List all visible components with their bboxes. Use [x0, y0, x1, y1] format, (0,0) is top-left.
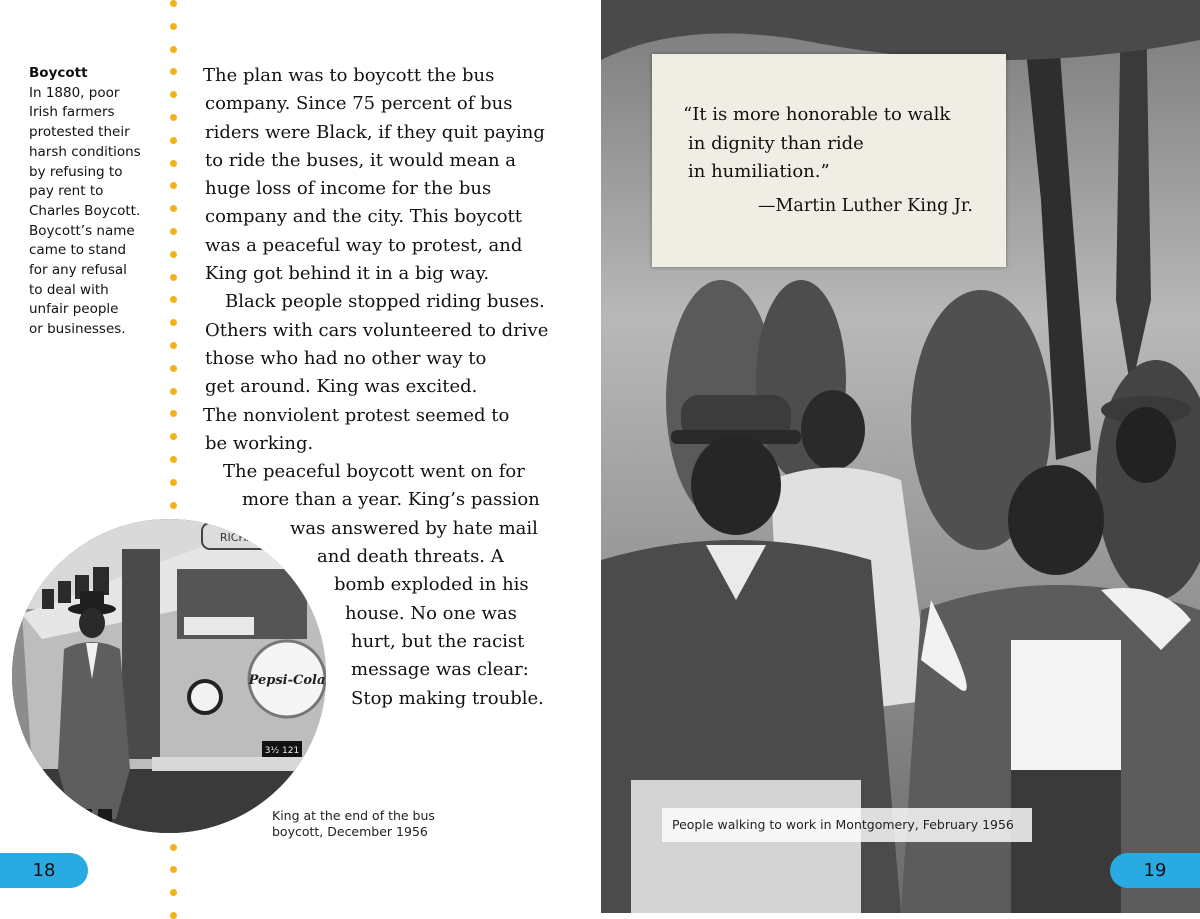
- quote-line: “It is more honorable to walk: [683, 104, 951, 125]
- definition-line: In 1880, poor: [29, 84, 120, 101]
- divider-dot: [170, 68, 177, 75]
- definition-line: Charles Boycott.: [29, 202, 141, 219]
- definition-line: or businesses.: [29, 321, 126, 338]
- page-number-right: 19: [1110, 853, 1200, 888]
- body-line: be working.: [205, 432, 314, 454]
- definition-line: harsh conditions: [29, 143, 141, 160]
- body-line: Others with cars volunteered to drive: [205, 319, 549, 341]
- divider-dot: [170, 137, 177, 144]
- divider-dot: [170, 365, 177, 372]
- body-line: was answered by hate mail: [290, 517, 538, 539]
- quote-attribution: —Martin Luther King Jr.: [758, 196, 973, 216]
- divider-dot: [170, 296, 177, 303]
- definition-line: Boycott’s name: [29, 222, 135, 239]
- divider-dot: [170, 228, 177, 235]
- divider-dot: [170, 889, 177, 896]
- divider-dot: [170, 274, 177, 281]
- body-line: riders were Black, if they quit paying: [205, 121, 545, 143]
- body-line: message was clear:: [351, 659, 529, 681]
- body-line: company and the city. This boycott: [205, 206, 523, 228]
- left-page: [0, 0, 601, 913]
- divider-dot: [170, 114, 177, 121]
- definition-line: unfair people: [29, 301, 119, 318]
- body-line: get around. King was excited.: [205, 376, 478, 398]
- divider-dot: [170, 46, 177, 53]
- divider-dot: [170, 160, 177, 167]
- quote-line: in humiliation.”: [688, 161, 830, 182]
- definition-line: Irish farmers: [29, 104, 115, 121]
- divider-dot: [170, 319, 177, 326]
- definition-line: for any refusal: [29, 262, 127, 279]
- divider-dot: [170, 205, 177, 212]
- divider-dot: [170, 0, 177, 7]
- bus-photo-illustration: [12, 519, 326, 833]
- body-line: Black people stopped riding buses.: [225, 291, 545, 313]
- body-line: was a peaceful way to protest, and: [205, 234, 523, 256]
- divider-dot: [170, 182, 177, 189]
- divider-dot: [170, 433, 177, 440]
- glossary-term: Boycott: [29, 65, 88, 81]
- definition-line: by refusing to: [29, 163, 123, 180]
- body-line: bomb exploded in his: [334, 574, 529, 596]
- body-line: and death threats. A: [317, 546, 504, 568]
- caption-line: King at the end of the bus: [272, 808, 435, 823]
- body-line: hurt, but the racist: [351, 630, 525, 652]
- divider-dot: [170, 502, 177, 509]
- body-line: huge loss of income for the bus: [205, 178, 492, 200]
- divider-dot: [170, 410, 177, 417]
- divider-dot: [170, 479, 177, 486]
- body-line: to ride the buses, it would mean a: [205, 149, 516, 171]
- license-plate-text: 3½ 121: [264, 746, 300, 756]
- body-line: The nonviolent protest seemed to: [203, 404, 510, 426]
- glossary-definition: [29, 84, 154, 340]
- body-line: The peaceful boycott went on for: [223, 461, 525, 483]
- page-number-left: 18: [0, 853, 88, 888]
- divider-dot: [170, 866, 177, 873]
- quote-text: [683, 101, 993, 187]
- caption-line: boycott, December 1956: [272, 824, 428, 839]
- divider-dot: [170, 388, 177, 395]
- definition-line: to deal with: [29, 281, 109, 298]
- body-line: those who had no other way to: [205, 347, 487, 369]
- divider-dot: [170, 844, 177, 851]
- bus-photo-caption: [272, 808, 472, 840]
- divider-dot: [170, 912, 177, 919]
- quote-line: in dignity than ride: [688, 132, 864, 154]
- divider-dot: [170, 342, 177, 349]
- definition-line: pay rent to: [29, 183, 104, 200]
- divider-dot: [170, 23, 177, 30]
- divider-dot: [170, 456, 177, 463]
- bus-sign-text: RICHA: [219, 531, 255, 544]
- walk-photo-caption: People walking to work in Montgomery, February 1956: [672, 817, 1014, 832]
- body-line: The plan was to boycott the bus: [203, 65, 495, 86]
- body-line: King got behind it in a big way.: [205, 263, 490, 285]
- body-line: more than a year. King’s passion: [242, 489, 540, 511]
- divider-dot: [170, 91, 177, 98]
- bus-photo: [12, 519, 326, 833]
- bottle-cap-text: Pepsi-Cola: [248, 673, 326, 688]
- divider-dot: [170, 251, 177, 258]
- body-line: Stop making trouble.: [351, 687, 544, 709]
- body-line: company. Since 75 percent of bus: [205, 93, 513, 115]
- glossary-sidebar: [29, 64, 154, 340]
- body-line: house. No one was: [345, 602, 517, 624]
- definition-line: came to stand: [29, 242, 127, 259]
- definition-line: protested their: [29, 124, 130, 141]
